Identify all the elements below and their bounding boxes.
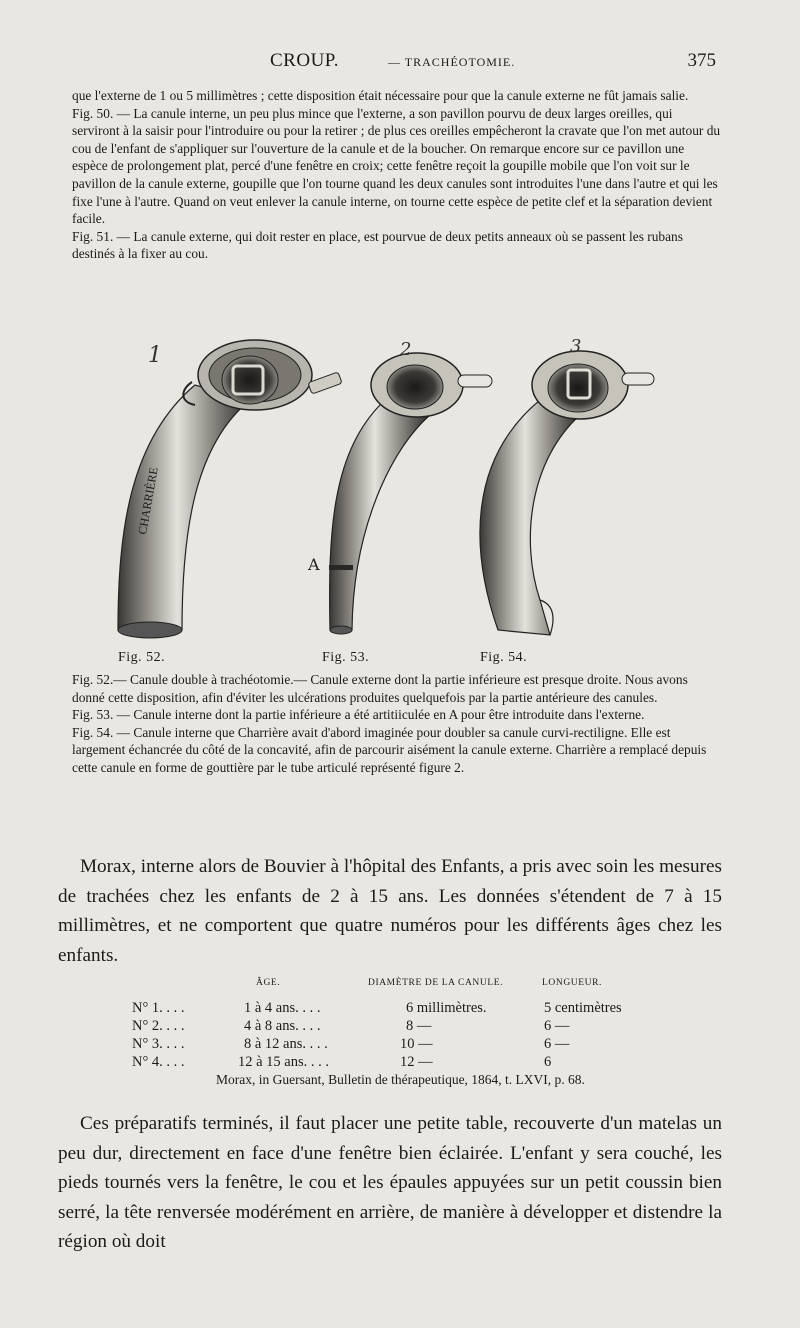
caption-fig-52: Fig. 52.	[118, 650, 166, 665]
table-citation: Morax, in Guersant, Bulletin de thérapeutique, 1864, t. LXVI, p. 68.	[216, 1072, 585, 1087]
figure-52-double-cannula	[118, 340, 342, 638]
row-age: 12 à 15 ans. . . .	[238, 1054, 330, 1070]
table-row	[130, 1054, 650, 1072]
header-subtitle: — TRACHÉOTOMIE.	[388, 55, 516, 69]
table-header-age: ÂGE.	[256, 978, 281, 988]
row-length: 6 —	[544, 1036, 570, 1052]
header-title: CROUP.	[270, 50, 339, 71]
running-header	[60, 50, 720, 76]
table-row	[130, 1000, 650, 1018]
notes-top	[58, 87, 722, 263]
row-diameter: 12 —	[400, 1054, 433, 1070]
row-age: 1 à 4 ans. . . .	[244, 1000, 321, 1016]
row-length: 6 —	[544, 1018, 570, 1034]
point-label-a: A	[308, 555, 320, 574]
note-continuation: que l'externe de 1 ou 5 millimètres ; cette disposition était nécessaire pour que la canule externe ne fût jamais salie.	[72, 88, 689, 103]
row-length: 5 centimètres	[544, 1000, 622, 1016]
caption-fig-54: Fig. 54.	[480, 650, 528, 665]
row-age: 8 à 12 ans. . . .	[244, 1036, 328, 1052]
fig-label-2: 2	[400, 339, 412, 360]
paragraph-preparation-text: Ces préparatifs terminés, il faut placer une petite table, recouverte d'un matelas un peu dur, directement en face d'une fenêtre bien éclairée. L'enfant y sera couché, les pieds tournés vers la fenêtre, le cou et les épaules appuyées sur un petit coussin bien serré, la tête renversée modérément en arrière, de manière à développer et distendre la région où doit	[58, 1113, 722, 1252]
row-diameter: 10 —	[400, 1036, 433, 1052]
row-number: N° 1. . . .	[132, 1000, 185, 1016]
paragraph-morax-text: Morax, interne alors de Bouvier à l'hôpital des Enfants, a pris avec soin les mesures de trachées chez les enfants de 2 à 15 ans. Les données s'étendent de 7 à 15 millimètres, et ne comportent que quatre numéros pour les différents âges chez les enfants.	[58, 856, 722, 966]
row-length: 6	[544, 1054, 552, 1070]
cannula-figures	[100, 330, 740, 675]
row-number: N° 3. . . .	[132, 1036, 185, 1052]
notes-bottom	[58, 671, 722, 777]
fig-label-1: 1	[148, 343, 162, 368]
row-age: 4 à 8 ans. . . .	[244, 1018, 321, 1034]
row-diameter: 6 millimètres.	[406, 1000, 487, 1016]
note-fig-54: Fig. 54. — Canule interne que Charrière avait d'abord imaginée pour doubler sa canule curvi-rectiligne. Elle est largement échancrée du côté de la concavité, afin de parcourir aisément la canule externe. Charrière a remplacé depuis cette canule en forme de gouttière par le tube articulé représenté figure 2.	[72, 724, 707, 775]
table-header-length: LONGUEUR.	[542, 978, 603, 988]
note-fig-52: Fig. 52.— Canule double à trachéotomie.— Canule externe dont la partie inférieure est presque droite. Nous avons donné cette disposition, afin d'éviter les ulcérations produites quelquefois par la partie antérieure des canules.	[72, 672, 688, 705]
note-fig-50: Fig. 50. — La canule interne, un peu plus mince que l'externe, a son pavillon pourvu de deux larges oreilles, qui serviront à la saisir pour l'introduire ou pour la retirer ; de plus ces oreilles empêcheront la cravate que l'on met autour du cou de l'enfant de s'appliquer sur l'ouverture de la canule et de la boucher. On remarque encore sur ce pavillon une espèce de prolongement plat, percé d'une fenêtre en croix; cette fenêtre reçoit la goupille mobile que l'on voit sur le pavillon de la canule externe, goupille que l'on tourne quand les deux canules sont introduites l'une dans l'autre et qui les fixe l'une à l'autre. Quand on veut enlever la canule interne, on tourne cette espèce de petite clef et la séparation devient facile.	[72, 105, 721, 227]
paragraph-preparation	[58, 1109, 722, 1257]
page-number: 375	[687, 50, 716, 71]
caption-fig-53: Fig. 53.	[322, 650, 370, 665]
fig-label-3: 3	[570, 336, 582, 357]
note-fig-51: Fig. 51. — La canule externe, qui doit rester en place, est pourvue de deux petits anneaux où se passent les rubans destinés à la fixer au cou.	[72, 228, 683, 262]
table-row	[130, 1018, 650, 1036]
paragraph-morax	[58, 852, 722, 970]
table-row	[130, 1036, 650, 1054]
row-number: N° 4. . . .	[132, 1054, 185, 1070]
engraving-charriere: CHARRIÈRE	[135, 466, 161, 536]
row-number: N° 2. . . .	[132, 1018, 185, 1034]
row-diameter: 8 —	[406, 1018, 432, 1034]
figure-54-gutter-cannula	[480, 336, 654, 635]
note-fig-53: Fig. 53. — Canule interne dont la partie inférieure a été artitiiculée en A pour être introduite dans l'externe.	[72, 707, 645, 723]
table-header-diameter: DIAMÈTRE DE LA CANULE.	[368, 978, 504, 988]
